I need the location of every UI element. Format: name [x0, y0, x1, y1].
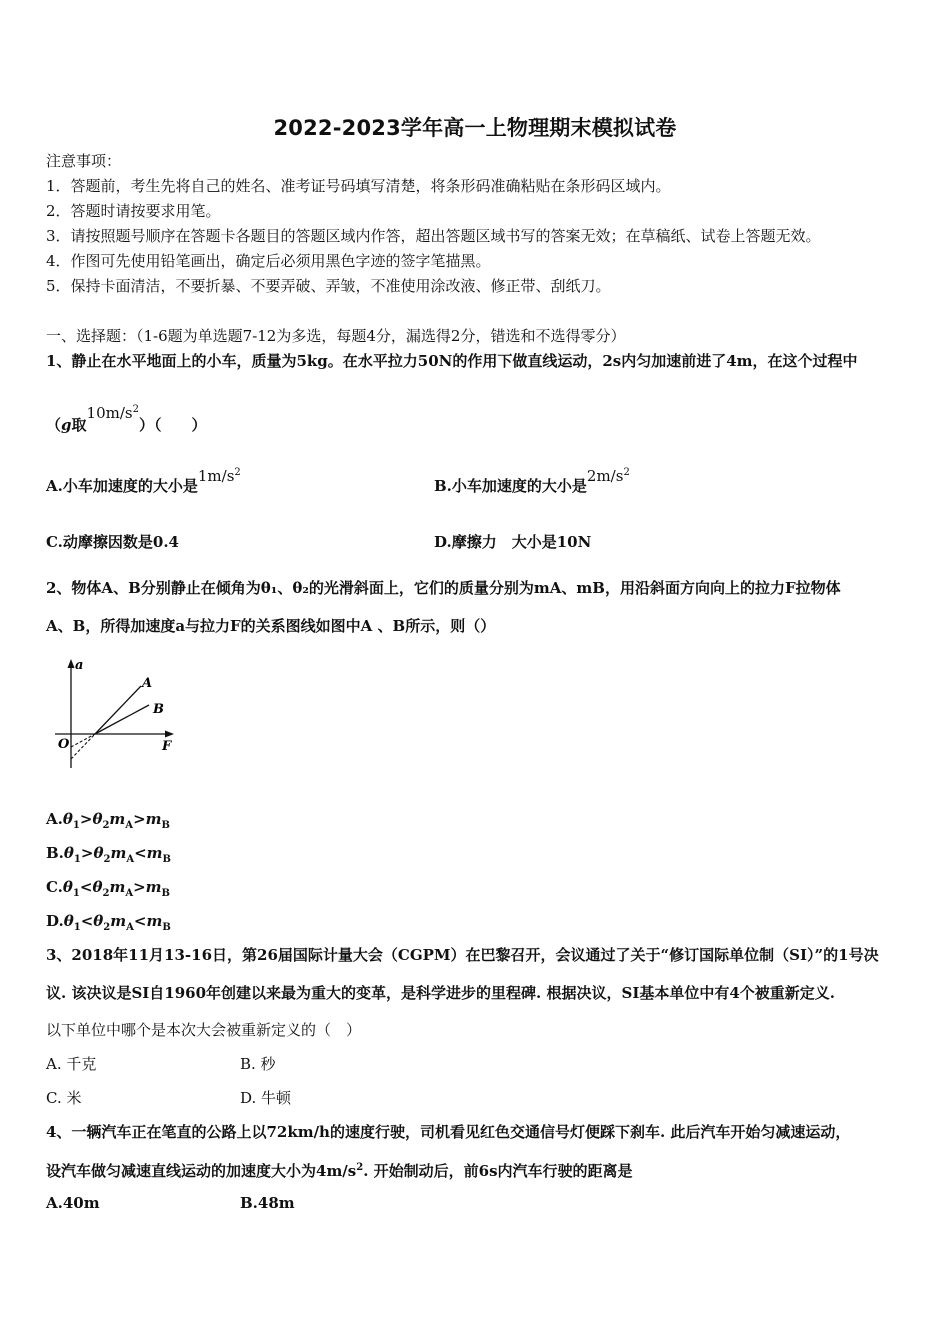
line-b-label: B — [153, 702, 164, 717]
q2-option-c: $C.\theta_1<\theta_2m_A>m_B$ — [46, 878, 170, 899]
q2-graph — [50, 655, 185, 775]
y-axis-arrow — [68, 659, 75, 668]
q1-stem: 1、静止在水平地面上的小车，质量为5kg。在水平拉力50N的作用下做直线运动，2s内匀加速前进了4m，在这个过程中 — [46, 352, 858, 370]
q4-stem-line2: 设汽车做匀减速直线运动的加速度大小为$4m/s^2$. 开始制动后，前6s内汽车行驶的距离是 — [46, 1162, 633, 1180]
q1-g-var: g — [61, 416, 72, 434]
q3-stem-line2: 议. 该决议是SI自1960年创建以来最为重大的变革，是科学进步的里程碑. 根据决议，SI基本单位中有4个被重新定义. — [46, 984, 835, 1002]
q1-option-a: A.小车加速度的大小是$1m/s^2$ — [46, 467, 241, 495]
q3-option-d: D. 牛顿 — [240, 1089, 292, 1107]
page-title: 2022-2023学年高一上物理期末模拟试卷 — [273, 116, 677, 140]
q1-g-take: 取 — [71, 416, 87, 434]
section-heading: 一、选择题：（1-6题为单选题7-12为多选，每题4分，漏选得2分，错选和不选得零分） — [46, 327, 626, 345]
q1-option-c: C.动摩擦因数是0.4 — [46, 533, 179, 551]
notice-heading: 注意事项： — [46, 152, 122, 170]
x-axis-label: F — [162, 739, 172, 754]
notice-item: 1．答题前，考生先将自己的姓名、准考证号码填写清楚，将条形码准确粘贴在条形码区域内。 — [46, 177, 671, 195]
q2-option-b: $B.\theta_1>\theta_2m_A<m_B$ — [46, 844, 171, 865]
q3-stem-line3: 以下单位中哪个是本次大会被重新定义的（ ） — [46, 1021, 362, 1039]
q3-option-b: B. 秒 — [240, 1055, 276, 1073]
q1-g-close: ）（ ） — [138, 416, 207, 434]
notice-item: 4．作图可先使用铅笔画出，确定后必须用黑色字迹的签字笔描黑。 — [46, 252, 491, 270]
line-b — [95, 705, 149, 734]
line-b-extension — [71, 734, 95, 747]
q1-option-d: D.摩擦力 大小是10N — [434, 533, 592, 551]
q3-option-c: C. 米 — [46, 1089, 82, 1107]
q2-stem-line2: A、B，所得加速度a与拉力F的关系图线如图中A 、B所示，则（） — [46, 617, 496, 635]
q2-stem-line1: 2、物体A、B分别静止在倾角为θ₁、θ₂的光滑斜面上，它们的质量分别为mA、mB，用沿斜面方向向上的拉力F拉物体 — [46, 579, 841, 597]
q1-option-b: B.小车加速度的大小是$2m/s^2$ — [434, 467, 630, 495]
q3-stem-line1: 3、2018年11月13-16日，第26届国际计量大会（CGPM）在巴黎召开，会议通过了关于“修订国际单位制（SI）”的1号决 — [46, 946, 879, 964]
q1-g-open: （ — [46, 416, 62, 434]
notice-item: 3．请按照题号顺序在答题卡各题目的答题区域内作答，超出答题区域书写的答案无效；在草稿纸、试卷上答题无效。 — [46, 227, 821, 245]
x-axis-arrow — [165, 731, 174, 738]
notice-item: 2．答题时请按要求用笔。 — [46, 202, 221, 220]
q2-option-a: $A.\theta_1>\theta_2m_A>m_B$ — [46, 810, 170, 831]
notice-item: 5．保持卡面清洁，不要折暴、不要弄破、弄皱，不准使用涂改液、修正带、刮纸刀。 — [46, 277, 611, 295]
q2-option-d: $D.\theta_1<\theta_2m_A<m_B$ — [46, 912, 171, 933]
q4-stem-line1: 4、一辆汽车正在笔直的公路上以72km/h的速度行驶，司机看见红色交通信号灯便踩下刹车. 此后汽车开始匀减速运动， — [46, 1123, 851, 1141]
q4-option-a: A.40m — [46, 1194, 100, 1212]
line-a — [95, 686, 141, 734]
q1-g-value: $10m/s^2$ — [86, 404, 139, 422]
origin-label: O — [58, 737, 70, 752]
line-a-extension — [71, 734, 95, 759]
q4-option-b: B.48m — [240, 1194, 295, 1212]
q1-g-note — [46, 404, 207, 435]
line-a-label: A — [142, 676, 153, 691]
y-axis-label: a — [75, 658, 84, 673]
q3-option-a: A. 千克 — [46, 1055, 97, 1073]
